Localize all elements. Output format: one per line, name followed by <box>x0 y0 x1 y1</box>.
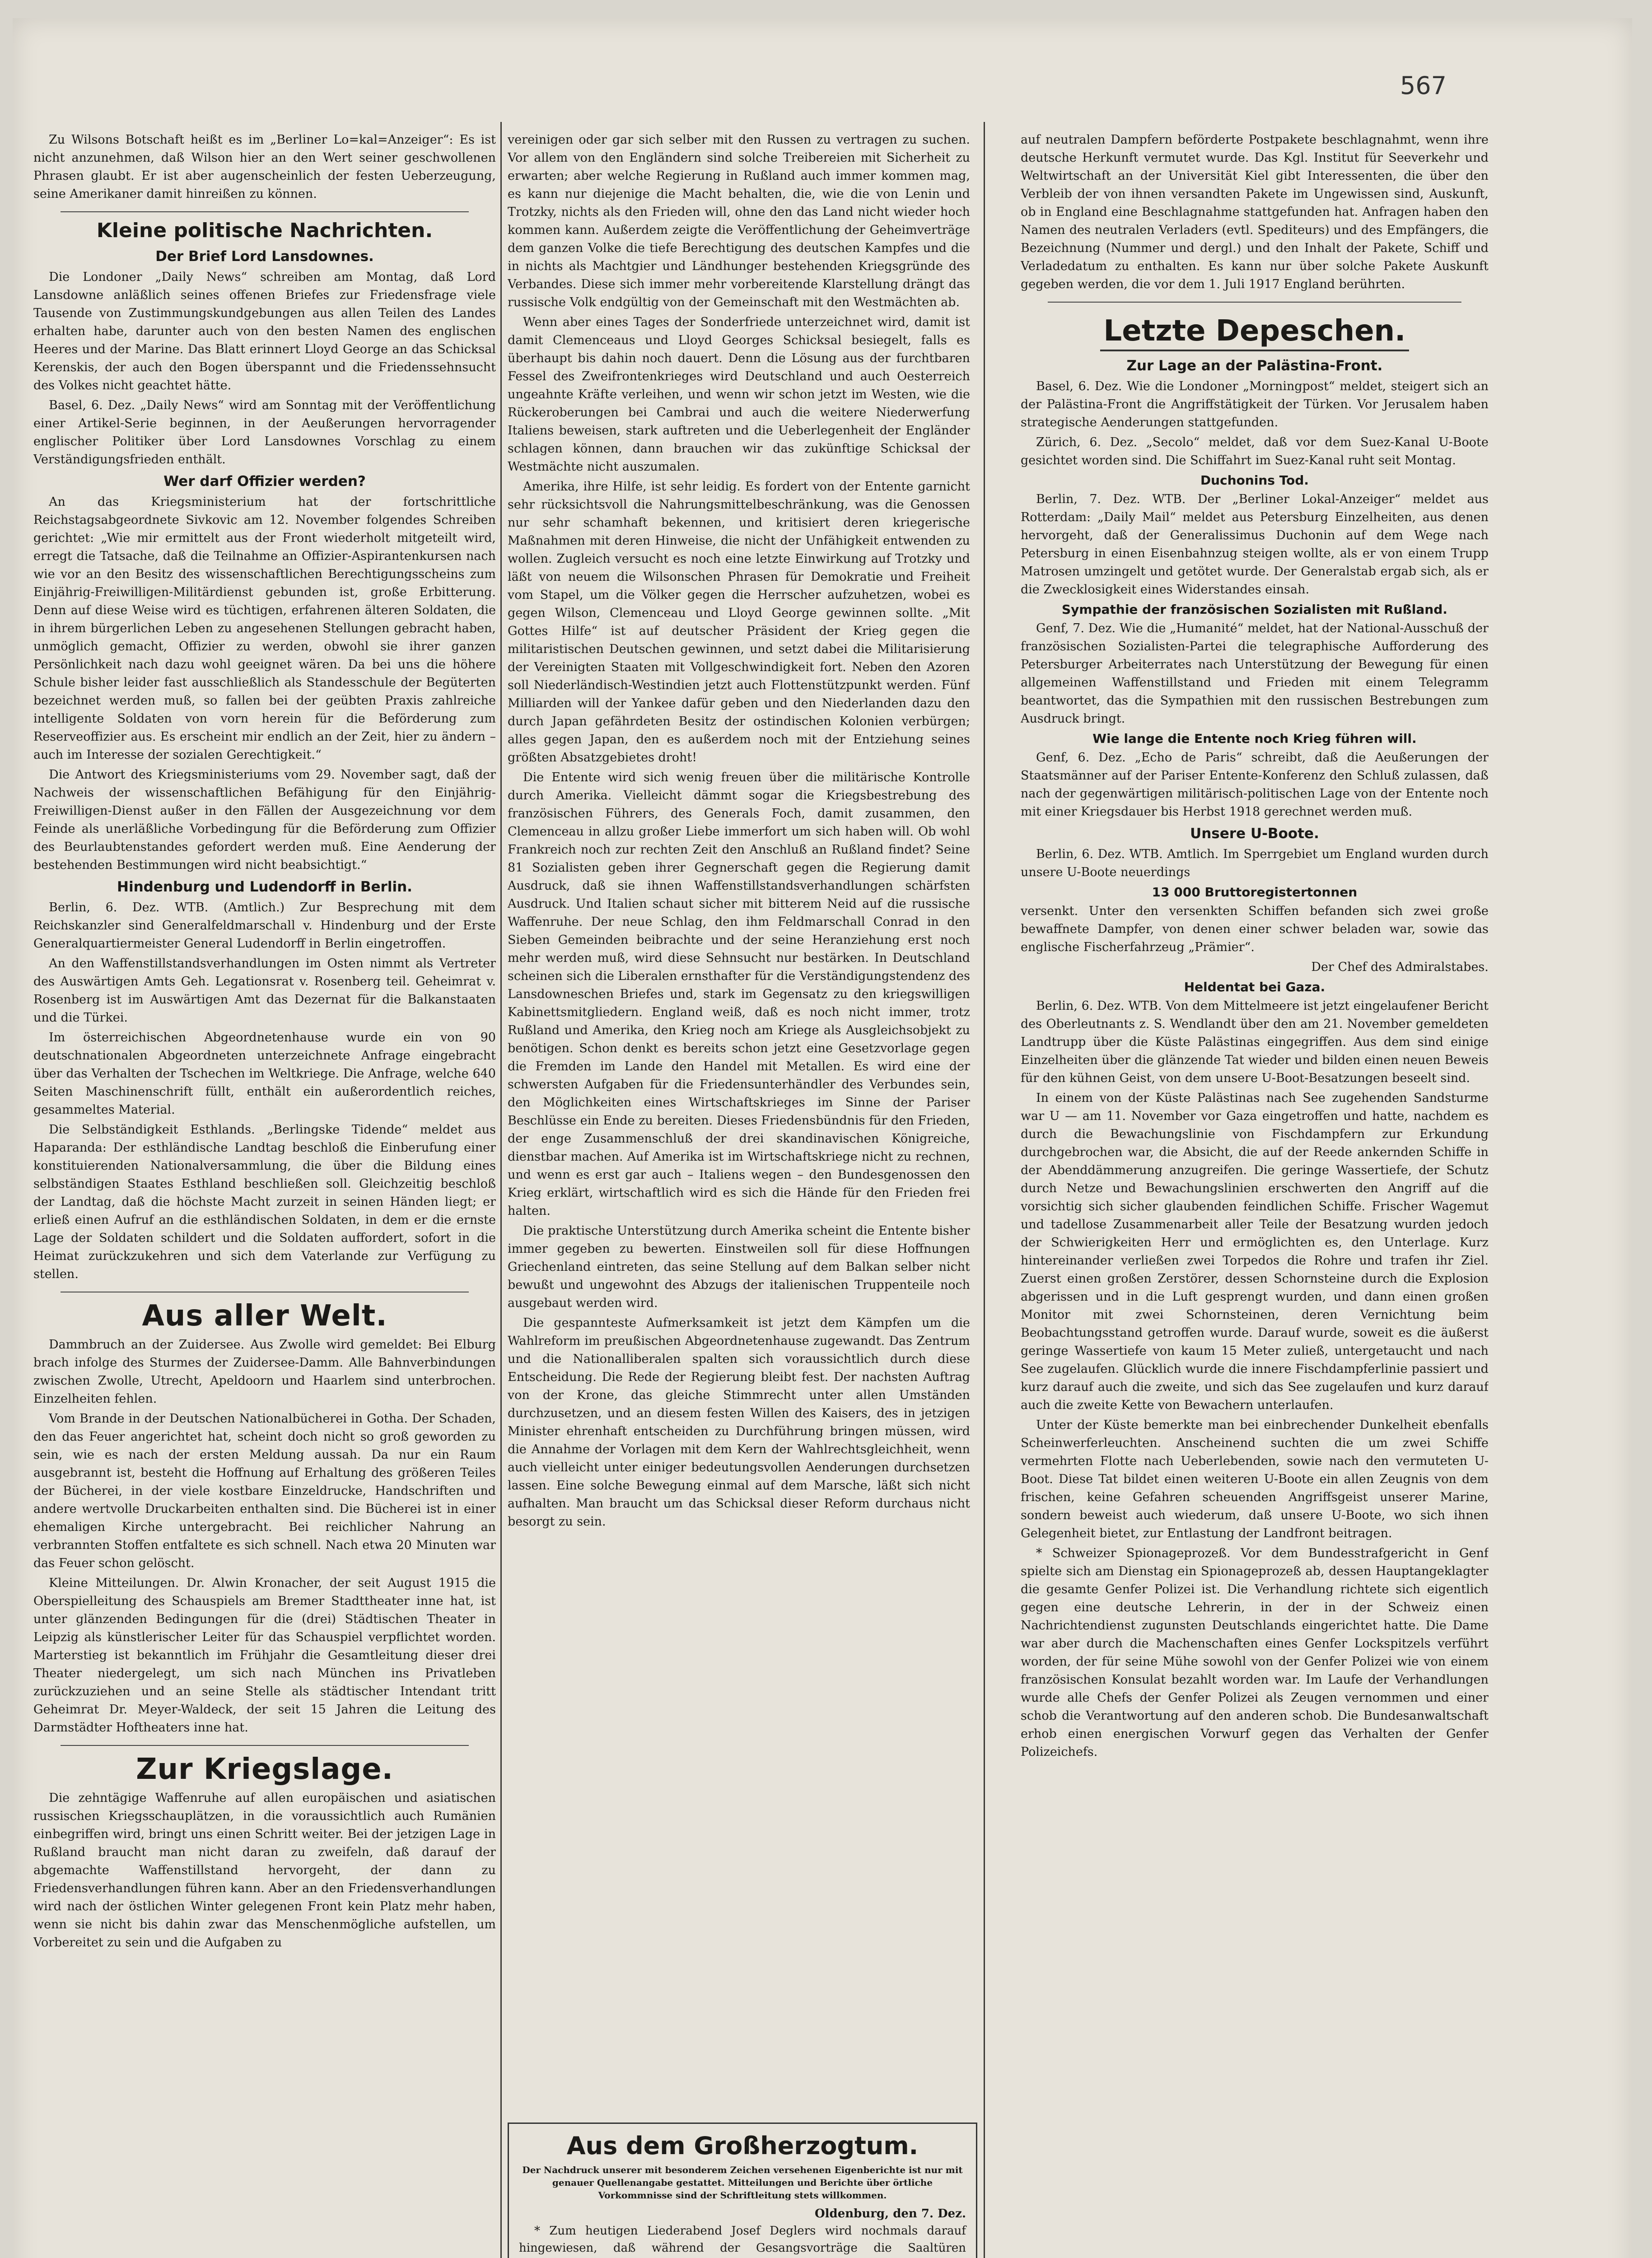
paragraph: Amerika, ihre Hilfe, ist sehr leidig. Es fordert von der Entente garnicht sehr rücksichtsvoll die Nahrungsmittelbeschränkung, was die Genossen nur sehr schamhaft bekennen, und kritisiert deren kriegerische Maßnahmen mit deren Hinweise, die nicht der Unfähigkeit entwenden zu wollen. Zugleich versucht es noch eine letzte Einwirkung auf Trotzky und läßt von neuem die Wilsonschen Phrasen für Demokratie und Freiheit vom Stapel, um die Völker gegen die Herrscher aufzuhetzen, wobei es gegen Wilson, Clemenceau und Lloyd George gewinnen sollte. „Mit Gottes Hilfe“ ist auf deutscher Präsident der Krieg gegen die militaristischen Deutschen gewinnen, und setzt dabei die Militarisierung der Vereinigten Staaten mit Vollgeschwindigkeit fort. Neben den Azoren soll Niederländisch-Westindien jetzt auch Flottenstützpunkt werden. Fünf Milliarden will der Yankee dafür geben und den Niederlanden dazu den durch Japan gefährdeten Besitz der ostindischen Kolonien verbürgen; alles gegen Japan, den es außerdem noch mit der Entziehung seines größten Absatzgebietes droht! <box>508 480 970 765</box>
paragraph: Kleine Mitteilungen. Dr. Alwin Kronacher, der seit August 1915 die Oberspielleitung des Schauspiels am Bremer Stadttheater inne hat, ist unter glänzenden Bedingungen für die (drei) Städtischen Theater in Leipzig als künstlerischer Leiter für das Schauspiel verpflichtet worden. Marterstieg ist bekanntlich im Frühjahr die Gesamtleitung dieser drei Theater niedergelegt, um sich nach München ins Privatleben zurückzuziehen und an seine Stelle als städtischer Intendant tritt Geheimrat Dr. Meyer-Waldeck, der seit 15 Jahren die Leitung des Darmstädter Hoftheaters inne hat. <box>33 1576 496 1735</box>
paragraph: Die praktische Unterstützung durch Amerika scheint die Entente bisher immer gegeben zu bewerten. Einstweilen soll für diese Hoffnungen Griechenland eintreten, das seine Stellung auf dem Balkan selber nicht bewußt und ungewohnt des Abzugs der italienischen Truppenteile noch ausgebaut werden wird. <box>508 1224 970 1310</box>
paragraph: Wenn aber eines Tages der Sonderfriede unterzeichnet wird, damit ist damit Clemenceaus und Lloyd Georges Schicksal besiegelt, falls es überhaupt bis dahin noch dauert. Denn die Lösung aus der furchtbaren Fessel des Zweifrontenkrieges wird Deutschland und auch Oesterreich ungeahnte Kräfte verleihen, und wenn wir schon jetzt im Westen, wie die Rückeroberungen bei Cambrai und auch die weitere Niederwerfung Italiens beweisen, stark auftreten und die Ueberlegenheit der Engländer schlagen können, dann brauchen wir das zukünftige Schicksal der Westmächte nicht auszumalen. <box>508 315 970 474</box>
paragraph: Die zehntägige Waffenruhe auf allen europäischen und asiatischen russischen Kriegsschauplätzen, in die voraussichtlich auch Rumänien einbegriffen wird, bringt uns einen Schritt weiter. Bei der jetzigen Lage in Rußland braucht man nicht daran zu zweifeln, daß darauf der abgemachte Waffenstillstand hervorgeht, der dann zu Friedensverhandlungen führen kann. Aber an den Friedensverhandlungen wird nach der östlichen Winter gelegenen Front kein Platz mehr haben, wenn sie nicht bis dahin zwar das Menschenmögliche aufstellen, um Vorbereitet zu sein und die Aufgaben zu <box>33 1791 496 1950</box>
paragraph: Berlin, 6. Dez. WTB. Amtlich. Im Sperrgebiet um England wurden durch unsere U-Boote neuerdings <box>1021 847 1489 879</box>
column-rule <box>984 122 985 2258</box>
paragraph: An den Waffenstillstandsverhandlungen im Osten nimmt als Vertreter des Auswärtigen Amts Geh. Legationsrat v. Rosenberg teil. Geheimrat v. Rosenberg ist im Auswärtigen Amt das Dezernat für die Balkanstaaten und die Türkei. <box>33 956 496 1025</box>
section-subtitle: Hindenburg und Ludendorff in Berlin. <box>117 879 412 895</box>
paragraph: Die Selbständigkeit Esthlands. „Berlingske Tidende“ meldet aus Haparanda: Der esthländische Landtag beschloß die Einberufung einer konstituierenden Nationalversammlung, die über die Bildung eines selbständigen Staates Esthland beschließen soll. Gleichzeitig beschloß der Landtag, daß die höchste Macht zurzeit in seinen Händen liegt; er erließ einen Aufruf an die esthländischen Soldaten, in dem er die ernste Lage der Soldaten schildert und die Soldaten auffordert, sofort in die Heimat zurückzukehren und sich dem Vaterlande zur Verfügung zu stellen. <box>33 1123 496 1281</box>
paragraph: Die Londoner „Daily News“ schreiben am Montag, daß Lord Lansdowne anläßlich seines offenen Briefes zur Friedensfrage viele Tausende von Zustimmungskundgebungen aus allen Teilen des Landes erhalten habe, darunter auch von den besten Namen des englischen Heeres und der Marine. Das Blatt erinnert Lloyd George an das Schicksal Kerenskis, der auch den Bogen überspannt und die Friedenssehnsucht des Volkes nicht geachtet hätte. <box>33 270 496 392</box>
paragraph: Zürich, 6. Dez. „Secolo“ meldet, daß vor dem Suez-Kanal U-Boote gesichtet worden sind. Die Schiffahrt im Suez-Kanal ruht seit Montag. <box>1021 435 1489 467</box>
divider <box>61 1745 469 1746</box>
paragraph: auf neutralen Dampfern beförderte Postpakete beschlagnahmt, wenn ihre deutsche Herkunft vermutet wurde. Das Kgl. Institut für Seeverkehr und Weltwirtschaft an der Universität Kiel gibt Interessenten, die über den Verbleib der von ihnen versandten Pakete im Ungewissen sind, Auskunft, ob in England eine Beschlagnahme stattgefunden hat. Anfragen haben den Namen des neutralen Verladers (evtl. Spediteurs) und des Empfängers, die Bezeichnung (Nummer und dergl.) und den Inhalt der Pakete, Schiff und Verladedatum zu enthalten. Es kann nur über solche Pakete Auskunft gegeben werden, die vor dem 1. Juli 1917 England berührten. <box>1021 133 1489 291</box>
grossherzogtum-box <box>508 2123 977 2258</box>
section-subtitle: Wer darf Offizier werden? <box>163 473 366 490</box>
paragraph: Berlin, 6. Dez. WTB. (Amtlich.) Zur Besprechung mit dem Reichskanzler sind Generalfeldmarschall v. Hindenburg und der Erste Generalquartiermeister General Ludendorff in Berlin eingetroffen. <box>33 900 496 951</box>
paragraph: Berlin, 7. Dez. WTB. Der „Berliner Lokal-Anzeiger“ meldet aus Rotterdam: „Daily Mail“ meldet aus Petersburg Einzelheiten, aus denen hervorgeht, daß der Generalissimus Duchonin auf dem Wege nach Petersburg in einen Eisenbahnzug steigen wollte, als er von einem Trupp Matrosen umzingelt und getötet wurde. Der Generalstab ergab sich, als er die Zwecklosigkeit eines Widerstandes einsah. <box>1021 492 1489 597</box>
paragraph: Die Antwort des Kriegsministeriums vom 29. November sagt, daß der Nachweis der wissenschaftlichen Befähigung für den Einjährig-Freiwilligen-Dienst außer in den Fällen der Ausgezeichnung vor dem Feinde als unerläßliche Vorbedingung für die Beförderung zum Offizier des Beurlaubtenstandes gefordert werden muß. Eine Aenderung der bestehenden Bestimmungen wird nicht beabsichtigt.“ <box>33 768 496 872</box>
section-subtitle: Unsere U-Boote. <box>1190 826 1319 842</box>
paragraph: * Schweizer Spionageprozeß. Vor dem Bundesstrafgericht in Genf spielte sich am Dienstag ein Spionageprozeß ab, dessen Hauptangeklagter die gesamte Genfer Polizei ist. Die Verhandlung richtete sich eigentlich gegen eine deutsche Lehrerin, in der in der Schweiz einen Nachrichtendienst zugunsten Deutschlands eingerichtet hatte. Die Dame war aber durch die Machenschaften eines Genfer Lockspitzels verführt worden, der für seine Mühe sowohl von der Genfer Polizei wie von einem französischen Konsulat bezahlt worden war. Im Laufe der Verhandlungen wurde alle Chefs der Genfer Polizei als Zeugen vernommen und einer schob die Verantwortung auf den anderen schob. Die Bundesanwaltschaft erhob einen energischen Vorwurf gegen das Verhalten der Genfer Polizeichefs. <box>1021 1546 1489 1759</box>
section-subtitle: Zur Lage an der Palästina-Front. <box>1126 358 1383 374</box>
paragraph: Unter der Küste bemerkte man bei einbrechender Dunkelheit ebenfalls Scheinwerferleuchten. Anscheinend suchten die um zwei Schiffe vermehrten Flotte nach Ueberlebenden, sowie nach den vermuteten U-Boot. Diese Tat bildet einen weiteren U-Boote ein allen Zeugnis von dem frischen, keine Gefahren scheuenden Angriffsgeist unserer Marine, sondern beweist auch wiederum, daß unsere U-Boote, wo sich ihnen Gelegenheit bietet, zur Entlastung der Landfront beitragen. <box>1021 1418 1489 1540</box>
paragraph: Die gespannteste Aufmerksamkeit ist jetzt dem Kämpfen um die Wahlreform im preußischen Abgeordnetenhause zugewandt. Das Zentrum und die Nationalliberalen spalten sich voraussichtlich durch diese Entscheidung. Die Rede der Regierung bleibt fest. Der nachsten Auftrag von der Krone, das gleiche Stimmrecht unter allen Umständen durchzusetzen, und an diesem festen Willen des Kaisers, des in jetzigen Minister ehrenhaft entscheiden zu Durchführung bringen müssen, wird die Annahme der Vorlagen mit dem Kern der Wahlrechtsgleichheit, wenn auch vielleicht unter einiger bedeutungsvollen Aenderungen durchsetzen lassen. Eine solche Bewegung einmal auf dem Marsche, läßt sich nicht aufhalten. Man braucht um das Schicksal dieser Reform durchaus nicht besorgt zu sein. <box>508 1316 970 1529</box>
section-title: Zur Kriegslage. <box>136 1753 393 1786</box>
wilson-note: Zu Wilsons Botschaft heißt es im „Berliner Lo=kal=Anzeiger“: Es ist nicht anzunehmen, daß Wilson hier an den Wert seiner geschwollenen Phrasen glaubt. Er ist aber augenscheinlich der festen Ueberzeugung, seine Amerikaner damit hinreißen zu können. <box>33 133 496 201</box>
paragraph: Genf, 6. Dez. „Echo de Paris“ schreibt, daß die Aeußerungen der Staatsmänner auf der Pariser Entente-Konferenz den Schluß zulassen, daß nach der gegenwärtigen militärisch-politischen Lage von der Entente noch mit einer Kriegsdauer bis Herbst 1918 gerechnet werden muß. <box>1021 751 1489 819</box>
page-number: 567 <box>1400 71 1447 100</box>
paragraph: vereinigen oder gar sich selber mit den Russen zu vertragen zu suchen. Vor allem von den Engländern sind solche Treibereien mit Sicherheit zu erwarten; aber welche Regierung in Rußland auch immer kommen mag, es kann nur diejenige die Macht behalten, die, wie die von Lenin und Trotzky, nichts als den Frieden will, ohne den das Land nicht wieder hoch kommen kann. Außerdem zeigte die Veröffentlichung der Geheimverträge dem ganzen Volke die tiefe Berechtigung des deutschen Kampfes und die in nichts als Machtgier und Ländhunger bestehenden Kriegsgründe des Verbandes. Diese sich immer mehr vorbereitende Klarstellung drängt das russische Volk endgültig von der Gemeinschaft mit den Westmächten ab. <box>508 133 970 309</box>
section-subtitle: Wie lange die Entente noch Krieg führen will. <box>1092 731 1417 746</box>
section-title: Kleine politische Nachrichten. <box>96 219 433 242</box>
depeschen-heading-wrap <box>1021 308 1489 353</box>
signature-line: Der Chef des Admiralstabes. <box>1311 960 1489 974</box>
paragraph: Genf, 7. Dez. Wie die „Humanité“ meldet, hat der National-Ausschuß der französischen Sozialisten-Partei die telegraphische Aufforderung des Petersburger Arbeiterrates nach Unterstützung der Bewegung für einen allgemeinen Waffenstillstand und Frieden mit einem Telegramm beantwortet, das die Sympathien mit den russischen Bestrebungen zum Ausdruck bringt. <box>1021 621 1489 726</box>
paragraph: * Zum heutigen Liederabend Josef Deglers wird nochmals darauf hingewiesen, daß während der Gesangsvorträge die Saaltüren <box>519 2224 966 2255</box>
tonnage-figure: 13 000 Bruttoregistertonnen <box>1152 885 1358 900</box>
section-subtitle: Sympathie der französischen Sozialisten mit Rußland. <box>1061 602 1447 617</box>
section-subtitle: Der Brief Lord Lansdownes. <box>155 248 374 265</box>
section-subtitle: Heldentat bei Gaza. <box>1184 980 1325 994</box>
column-3 <box>1021 131 1489 2258</box>
column-1 <box>33 131 496 2258</box>
reprint-notice: Der Nachdruck unserer mit besonderem Zeichen versehenen Eigenberichte ist nur mit genauer Quellenangabe gestattet. Mitteilungen und Berichte über örtliche Vorkommnisse sind der Schriftleitung stets willkommen. <box>522 2165 963 2201</box>
dateline: Oldenburg, den 7. Dez. <box>815 2207 966 2221</box>
paragraph: Vom Brande in der Deutschen Nationalbücherei in Gotha. Der Schaden, den das Feuer angerichtet hat, scheint doch nicht so groß geworden zu sein, wie es nach der ersten Meldung aussah. Da nur ein Raum ausgebrannt ist, besteht die Hoffnung auf Erhaltung des größeren Teiles der Bücherei, in der viele kostbare Einzeldrucke, Handschriften und andere wertvolle Druckarbeiten enthalten sind. Die Bücherei ist in einer ehemaligen Kirche untergebracht. Bei reichlicher Nahrung an verbrannten Stoffen entfaltete es sich schnell. Nach etwa 20 Minuten war das Feuer schon gelöscht. <box>33 1412 496 1570</box>
paragraph: Im österreichischen Abgeordnetenhause wurde ein von 90 deutschnationalen Abgeordneten unterzeichnete Anfrage eingebracht über das Verhalten der Tschechen im Weltkriege. Die Anfrage, welche 640 Seiten Maschinenschrift füllt, enthält ein außerordentlich reiches, gesammeltes Material. <box>33 1031 496 1117</box>
paragraph: Berlin, 6. Dez. WTB. Von dem Mittelmeere ist jetzt eingelaufener Bericht des Oberleutnants z. S. Wendlandt über den am 21. November gemeldeten Landtrupp über die Küste Palästinas eingegriffen. Aus dem sind einige Einzelheiten über die glänzende Tat wieder und bilden einen neuen Beweis für den kühnen Geist, von dem unsere U-Boot-Besatzungen beseelt sind. <box>1021 999 1489 1085</box>
paragraph: Dammbruch an der Zuidersee. Aus Zwolle wird gemeldet: Bei Elburg brach infolge des Sturmes der Zuidersee-Damm. Alle Bahnverbindungen zwischen Zwolle, Utrecht, Apeldoorn und Haarlem sind unterbrochen. Einzelheiten fehlen. <box>33 1338 496 1406</box>
divider <box>1048 302 1461 303</box>
paragraph: In einem von der Küste Palästinas nach See zugehenden Sandsturme war U — am 11. November vor Gaza eingetroffen und hatte, nachdem es durch die Bewachungslinie von Fischdampfern zur Erkundung durchgebrochen war, die Absicht, die auf der Reede ankernden Schiffe in der Abenddämmerung anzugreifen. Die geringe Wassertiefe, der Schutz durch Netze und Bewachungslinien erschwerten den Angriff auf die vorsichtig sich sicher glaubenden feindlichen Schiffe. Frischer Wagemut und tadellose Zusammenarbeit aller Teile der Besatzung wurden jedoch der Schwierigkeiten Herr und ermöglichten es, den Unterlage. Kurz hintereinander verließen zwei Torpedos die Rohre und trafen ihr Ziel. Zuerst einen großen Zerstörer, dessen Schornsteine durch die Explosion abgerissen und in die Luft gesprengt wurden, und dann einen großen Monitor mit zwei Schornsteinen, deren Vernichtung beim Beobachtungsstand getroffen wurde. Darauf wurde, soweit es die äußerst geringe Wassertiefe von kaum 15 Meter zuließ, untergetaucht und nach See zugelaufen. Glücklich wurde die innere Fischdampferlinie passiert und kurz darauf auch die zweite, und sich das See zugelaufen und kurz darauf auch die zweite Kette von Bewachern unterlaufen. <box>1021 1091 1489 1412</box>
column-2 <box>508 131 970 2109</box>
paragraph: Basel, 6. Dez. Wie die Londoner „Morningpost“ meldet, steigert sich an der Palästina-Front die Angriffstätigkeit der Türken. Vor Jerusalem haben strategische Aenderungen stattgefunden. <box>1021 379 1489 429</box>
section-title: Aus dem Großherzogtum. <box>566 2132 919 2160</box>
column-rule <box>500 122 502 2258</box>
paragraph: An das Kriegsministerium hat der fortschrittliche Reichstagsabgeordnete Sivkovic am 12. November folgendes Schreiben gerichtet: „Wie mir ermittelt aus der Front wiederholt mitgeteilt wird, erregt die Tatsache, daß die Teilnahme an Offizier-Aspirantenkursen nach wie vor an den Besitz des wissenschaftlichen Berechtigungsscheins zum Einjährig-Freiwilligen-Militärdienst gebunden ist, große Erbitterung. Denn auf diese Weise wird es tüchtigen, erfahrenen älteren Soldaten, die in ihrem bürgerlichen Leben zu angesehenen Stellungen gebracht haben, unmöglich gemacht, Offizier zu werden, obwohl sie ihrer ganzen Persönlichkeit nach dazu wohl geeignet wären. Da bei uns die höhere Schule bisher leider fast ausschließlich als Standesschule der Begüterten bezeichnet werden muß, so fallen bei der geübten Praxis zahlreiche intelligente Soldaten von vorn herein für die Beförderung zum Reserveoffizier aus. Es erscheint mir endlich an der Zeit, hier zu ändern – auch im Interesse der sozialen Gerechtigkeit.“ <box>33 495 496 762</box>
paragraph: Basel, 6. Dez. „Daily News“ wird am Sonntag mit der Veröffentlichung einer Artikel-Serie beginnen, in der Aeußerungen hervorragender englischer Politiker über Lord Lansdownes Vorschlag zu einem Verständigungsfrieden enthält. <box>33 398 496 467</box>
divider <box>61 211 469 212</box>
section-title: Aus aller Welt. <box>142 1299 387 1333</box>
section-title: Letzte Depeschen. <box>1100 313 1409 351</box>
paragraph: Die Entente wird sich wenig freuen über die militärische Kontrolle durch Amerika. Vielleicht dämmt sogar die Kriegsbestrebung des französischen Führers, des Generals Foch, damit zusammen, den Clemenceau in allzu großer Liebe immerfort um sich haben will. Ob wohl Frankreich noch zur rechten Zeit den Anschluß an Rußland findet? Seine 81 Sozialisten geben ihrer Gegnerschaft gegen die Regierung damit Ausdruck, daß sie ihnen Waffenstillstandsverhandlungen schärfsten Ausdruck. Und Italien schaut sicher mit bitterem Neid auf die russische Waffenruhe. Der neue Schlag, den ihm Feldmarschall Conrad in den Sieben Gemeinden beibrachte und der seine Heranziehung erst noch mehr werden muß, wird diese Sehnsucht nur bestärken. In Deutschland scheinen sich die Liberalen ernsthafter für die Verständigungstendenz des Lansdowneschen Briefes und, stark im Gegensatz zu den kriegswilligen Kabinettsmitgliedern. England weiß, daß es noch nicht immer, trotz Rußland und Amerika, den Krieg noch am Kriege als Ausgleichsobjekt zu benötigen. Schon denkt es bereits schon jetzt eine Gesetzvorlage gegen die Fremden im Lande den Handel mit Metallen. Es wird eine der schwersten Aufgaben für die Friedensunterhändler des Verbundes sein, den Möglichkeiten eines Wirtschaftskrieges im Sinne der Pariser Beschlüsse ein Ende zu bereiten. Dieses Friedensbündnis für den Frieden, der enge Zusammenschluß der drei skandinavischen Königreiche, dienstbar machen. Auf Amerika ist im Wirtschaftskriege nicht zu rechnen, und wenn es erst gar auch – Italiens wegen – den Bundesgenossen den Krieg erklärt, wirtschaftlich wird es sich die Hände für den Frieden frei halten. <box>508 770 970 1218</box>
paragraph: versenkt. Unter den versenkten Schiffen befanden sich zwei große bewaffnete Dampfer, von denen einer schwer beladen war, sowie das englische Fischerfahrzeug „Prämier“. <box>1021 904 1489 954</box>
section-subtitle: Duchonins Tod. <box>1200 473 1309 488</box>
